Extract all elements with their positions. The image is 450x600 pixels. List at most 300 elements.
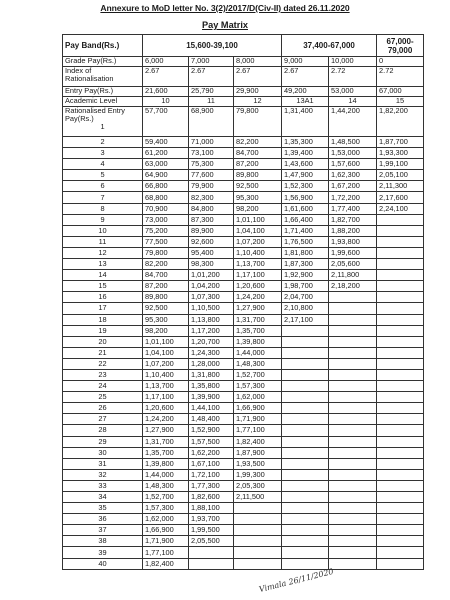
pay-cell: 1,17,100 [234, 270, 282, 281]
pay-cell: 98,200 [234, 203, 282, 214]
pay-cell: 1,27,900 [234, 303, 282, 314]
pay-cell: 1,99,500 [189, 525, 234, 536]
meta-cell: 29,900 [234, 87, 282, 97]
pay-cell: 2,11,500 [234, 492, 282, 503]
pay-cell [329, 458, 377, 469]
table-row [63, 347, 424, 358]
pay-cell: 95,400 [189, 247, 234, 258]
row-index: 18 [63, 314, 143, 325]
pay-cell: 1,01,200 [189, 270, 234, 281]
pay-cell: 2,17,600 [377, 192, 424, 203]
row-index: 26 [63, 403, 143, 414]
meta-row [63, 87, 424, 97]
pay-cell [377, 369, 424, 380]
meta-cell: 1,44,200 [329, 107, 377, 137]
pay-cell: 1,71,900 [234, 414, 282, 425]
table-row [63, 281, 424, 292]
meta-cell: 10,000 [329, 57, 377, 67]
pay-cell: 1,17,100 [143, 392, 189, 403]
row-index: 16 [63, 292, 143, 303]
pay-cell: 1,56,900 [282, 192, 329, 203]
pay-cell: 1,82,400 [143, 558, 189, 569]
pay-cell [377, 247, 424, 258]
meta-row-label: Academic Level [63, 97, 143, 107]
pay-cell: 1,93,300 [377, 148, 424, 159]
pay-cell [282, 447, 329, 458]
table-row [63, 514, 424, 525]
pay-cell [329, 325, 377, 336]
row-index: 14 [63, 270, 143, 281]
table-row [63, 192, 424, 203]
pay-cell: 1,88,200 [329, 225, 377, 236]
table-row [63, 203, 424, 214]
pay-cell: 2,05,300 [234, 480, 282, 491]
row-index: 34 [63, 492, 143, 503]
pay-cell: 1,13,700 [143, 381, 189, 392]
pay-cell [329, 403, 377, 414]
pay-cell: 1,48,400 [189, 414, 234, 425]
pay-cell: 2,17,100 [282, 314, 329, 325]
pay-cell: 1,20,700 [189, 336, 234, 347]
pay-cell: 92,500 [234, 181, 282, 192]
pay-cell [282, 480, 329, 491]
pay-cell [329, 369, 377, 380]
meta-cell: 13A1 [282, 97, 329, 107]
pay-cell: 1,61,600 [282, 203, 329, 214]
pay-cell: 1,04,200 [189, 281, 234, 292]
table-row [63, 270, 424, 281]
pay-cell [282, 492, 329, 503]
pay-cell [377, 547, 424, 558]
pay-cell: 1,52,900 [189, 425, 234, 436]
pay-cell: 1,77,400 [329, 203, 377, 214]
table-row [63, 469, 424, 480]
pay-cell [282, 414, 329, 425]
pay-cell: 2,04,700 [282, 292, 329, 303]
pay-cell: 1,52,700 [143, 492, 189, 503]
pay-cell: 1,87,900 [234, 447, 282, 458]
row-index: 20 [63, 336, 143, 347]
pay-cell: 1,01,100 [143, 336, 189, 347]
row-index: 33 [63, 480, 143, 491]
pay-cell: 1,20,600 [234, 281, 282, 292]
pay-cell: 1,99,300 [234, 469, 282, 480]
pay-cell: 1,98,700 [282, 281, 329, 292]
row-index: 17 [63, 303, 143, 314]
table-row [63, 214, 424, 225]
pay-cell [282, 503, 329, 514]
pay-cell [282, 325, 329, 336]
pay-cell [377, 480, 424, 491]
pay-cell: 1,20,600 [143, 403, 189, 414]
row-index: 40 [63, 558, 143, 569]
pay-cell: 1,07,200 [143, 358, 189, 369]
pay-cell [282, 469, 329, 480]
table-row [63, 369, 424, 380]
pay-cell [234, 503, 282, 514]
pay-cell: 73,100 [189, 148, 234, 159]
pay-cell: 1,77,300 [189, 480, 234, 491]
pay-cell: 1,47,900 [282, 170, 329, 181]
pay-cell [377, 325, 424, 336]
meta-cell: 14 [329, 97, 377, 107]
table-row [63, 536, 424, 547]
pay-cell: 1,82,700 [329, 214, 377, 225]
row-index: 22 [63, 358, 143, 369]
table-row [63, 236, 424, 247]
pay-cell: 1,10,500 [189, 303, 234, 314]
pay-cell [377, 458, 424, 469]
row-index: 19 [63, 325, 143, 336]
pay-cell: 1,31,700 [143, 436, 189, 447]
pay-cell: 89,800 [143, 292, 189, 303]
table-row [63, 170, 424, 181]
row-index: 6 [63, 181, 143, 192]
table-row [63, 392, 424, 403]
meta-cell: 68,900 [189, 107, 234, 137]
pay-cell: 1,43,600 [282, 159, 329, 170]
pay-cell: 64,900 [143, 170, 189, 181]
pay-cell [282, 347, 329, 358]
pay-cell [329, 469, 377, 480]
pay-band-3: 67,000-79,000 [377, 35, 424, 57]
table-row [63, 403, 424, 414]
pay-cell [329, 436, 377, 447]
pay-cell: 1,28,000 [189, 358, 234, 369]
meta-row [63, 107, 424, 137]
pay-cell [329, 336, 377, 347]
row-index: 31 [63, 458, 143, 469]
meta-row-label [63, 107, 143, 137]
meta-cell: 49,200 [282, 87, 329, 97]
table-row [63, 525, 424, 536]
pay-cell: 1,82,400 [234, 436, 282, 447]
meta-cell: 53,000 [329, 87, 377, 97]
pay-cell: 1,62,200 [189, 447, 234, 458]
meta-cell: 79,800 [234, 107, 282, 137]
pay-cell [329, 381, 377, 392]
pay-cell: 1,67,200 [329, 181, 377, 192]
row-index: 3 [63, 148, 143, 159]
row-index: 4 [63, 159, 143, 170]
row-index: 39 [63, 547, 143, 558]
pay-cell [329, 347, 377, 358]
pay-cell: 98,300 [189, 259, 234, 270]
pay-matrix-heading: Pay Matrix [202, 20, 248, 30]
pay-cell: 1,44,000 [234, 347, 282, 358]
pay-cell: 1,62,000 [143, 514, 189, 525]
pay-cell [377, 236, 424, 247]
pay-cell [282, 381, 329, 392]
pay-cell [282, 369, 329, 380]
pay-cell: 92,600 [189, 236, 234, 247]
pay-cell: 1,10,400 [234, 247, 282, 258]
pay-cell [377, 392, 424, 403]
pay-cell [377, 436, 424, 447]
pay-cell [377, 414, 424, 425]
pay-cell: 63,000 [143, 159, 189, 170]
row-index: 25 [63, 392, 143, 403]
pay-cell: 1,62,000 [234, 392, 282, 403]
pay-cell: 1,52,300 [282, 181, 329, 192]
pay-cell: 1,04,100 [234, 225, 282, 236]
row-index: 8 [63, 203, 143, 214]
row-index: 21 [63, 347, 143, 358]
row-index: 23 [63, 369, 143, 380]
pay-cell: 1,39,800 [234, 336, 282, 347]
meta-cell: 6,000 [143, 57, 189, 67]
table-row [63, 436, 424, 447]
pay-cell: 1,13,800 [189, 314, 234, 325]
table-row [63, 137, 424, 148]
pay-cell [377, 225, 424, 236]
table-row [63, 259, 424, 270]
pay-cell: 1,57,300 [234, 381, 282, 392]
pay-cell: 1,71,900 [143, 536, 189, 547]
pay-cell: 1,07,200 [234, 236, 282, 247]
pay-cell: 1,31,800 [189, 369, 234, 380]
table-row [63, 148, 424, 159]
pay-cell: 87,200 [143, 281, 189, 292]
pay-band-header-row [63, 35, 424, 57]
row-index: 11 [63, 236, 143, 247]
pay-cell: 84,700 [143, 270, 189, 281]
row-index: 10 [63, 225, 143, 236]
pay-cell: 2,18,200 [329, 281, 377, 292]
pay-cell: 70,900 [143, 203, 189, 214]
pay-cell [377, 403, 424, 414]
pay-cell: 1,24,200 [234, 292, 282, 303]
pay-cell: 66,800 [143, 181, 189, 192]
pay-cell: 1,35,800 [189, 381, 234, 392]
pay-cell [329, 492, 377, 503]
pay-cell: 1,66,900 [234, 403, 282, 414]
pay-cell: 1,92,900 [282, 270, 329, 281]
pay-band-2: 37,400-67,000 [282, 35, 377, 57]
pay-cell [377, 270, 424, 281]
pay-cell: 1,72,200 [329, 192, 377, 203]
pay-cell: 2,24,100 [377, 203, 424, 214]
pay-cell: 1,52,700 [234, 369, 282, 380]
row-index: 36 [63, 514, 143, 525]
pay-cell [329, 303, 377, 314]
pay-cell: 73,000 [143, 214, 189, 225]
row-index: 35 [63, 503, 143, 514]
pay-cell [377, 447, 424, 458]
row-index: 13 [63, 259, 143, 270]
first-index-number: 1 [100, 122, 105, 131]
table-row [63, 292, 424, 303]
pay-cell [377, 347, 424, 358]
table-row [63, 336, 424, 347]
pay-cell [377, 381, 424, 392]
pay-cell: 87,300 [189, 214, 234, 225]
pay-cell: 1,62,300 [329, 170, 377, 181]
table-row [63, 492, 424, 503]
pay-cell [282, 336, 329, 347]
pay-cell: 95,300 [234, 192, 282, 203]
pay-cell: 1,57,300 [143, 503, 189, 514]
meta-cell: 11 [189, 97, 234, 107]
meta-row [63, 57, 424, 67]
row-index: 30 [63, 447, 143, 458]
pay-cell: 1,07,300 [189, 292, 234, 303]
pay-cell: 1,13,700 [234, 259, 282, 270]
pay-cell: 1,24,200 [143, 414, 189, 425]
meta-row-label: Index of Rationalisation [63, 67, 143, 87]
pay-cell [234, 547, 282, 558]
pay-matrix-table [62, 34, 424, 570]
pay-cell: 77,600 [189, 170, 234, 181]
pay-cell [282, 536, 329, 547]
annexure-title: Annexure to MoD letter No. 3(2)/2017/D(Civ-II) dated 26.11.2020 [100, 3, 350, 13]
pay-cell: 1,66,400 [282, 214, 329, 225]
pay-cell [282, 358, 329, 369]
pay-cell [329, 503, 377, 514]
meta-row [63, 67, 424, 87]
pay-cell: 1,57,500 [189, 436, 234, 447]
table-row [63, 225, 424, 236]
pay-cell [282, 458, 329, 469]
pay-cell: 61,200 [143, 148, 189, 159]
pay-cell: 1,48,300 [143, 480, 189, 491]
pay-cell [377, 469, 424, 480]
pay-cell: 87,200 [234, 159, 282, 170]
table-row [63, 414, 424, 425]
row-index: 7 [63, 192, 143, 203]
pay-cell [377, 292, 424, 303]
pay-cell: 75,200 [143, 225, 189, 236]
pay-cell: 1,35,700 [143, 447, 189, 458]
pay-cell [282, 547, 329, 558]
row-index: 38 [63, 536, 143, 547]
meta-cell: 12 [234, 97, 282, 107]
pay-cell [377, 536, 424, 547]
pay-cell [377, 214, 424, 225]
pay-cell: 1,93,500 [234, 458, 282, 469]
pay-cell: 68,800 [143, 192, 189, 203]
pay-cell: 2,10,800 [282, 303, 329, 314]
table-row [63, 314, 424, 325]
meta-cell: 7,000 [189, 57, 234, 67]
row-index: 28 [63, 425, 143, 436]
pay-cell [234, 514, 282, 525]
row-index: 32 [63, 469, 143, 480]
pay-cell: 92,500 [143, 303, 189, 314]
pay-cell: 1,82,600 [189, 492, 234, 503]
meta-row-label: Grade Pay(Rs.) [63, 57, 143, 67]
pay-cell [282, 525, 329, 536]
table-row [63, 458, 424, 469]
pay-cell: 1,31,700 [234, 314, 282, 325]
signature: Vimala 26/11/2020 [258, 566, 335, 595]
meta-cell: 1,31,400 [282, 107, 329, 137]
pay-cell: 1,27,900 [143, 425, 189, 436]
table-row [63, 381, 424, 392]
pay-cell: 95,300 [143, 314, 189, 325]
pay-cell: 2,05,100 [377, 170, 424, 181]
pay-cell [234, 536, 282, 547]
pay-cell: 1,67,100 [189, 458, 234, 469]
pay-cell: 1,93,700 [189, 514, 234, 525]
pay-cell: 1,01,100 [234, 214, 282, 225]
pay-cell [282, 514, 329, 525]
pay-cell: 1,39,900 [189, 392, 234, 403]
pay-cell [329, 514, 377, 525]
table-row [63, 547, 424, 558]
pay-cell [329, 480, 377, 491]
pay-cell: 79,800 [143, 247, 189, 258]
meta-cell: 21,600 [143, 87, 189, 97]
pay-cell [329, 558, 377, 569]
pay-cell [377, 514, 424, 525]
pay-cell: 1,04,100 [143, 347, 189, 358]
pay-cell [234, 558, 282, 569]
meta-row-label-text: Rationalised Entry Pay(Rs.) [65, 106, 125, 123]
pay-cell: 75,300 [189, 159, 234, 170]
pay-cell [329, 392, 377, 403]
pay-cell: 1,44,100 [189, 403, 234, 414]
pay-cell [377, 503, 424, 514]
pay-cell [329, 314, 377, 325]
pay-cell: 1,81,800 [282, 247, 329, 258]
pay-cell [377, 259, 424, 270]
pay-cell: 1,93,800 [329, 236, 377, 247]
pay-cell: 1,48,500 [329, 137, 377, 148]
meta-cell: 2.67 [143, 67, 189, 87]
meta-cell: 2.67 [189, 67, 234, 87]
pay-cell: 1,53,000 [329, 148, 377, 159]
pay-cell: 84,700 [234, 148, 282, 159]
pay-cell: 1,39,400 [282, 148, 329, 159]
pay-cell: 2,11,800 [329, 270, 377, 281]
pay-cell: 1,72,100 [189, 469, 234, 480]
pay-cell: 2,05,500 [189, 536, 234, 547]
pay-cell: 1,87,700 [377, 137, 424, 148]
meta-cell: 8,000 [234, 57, 282, 67]
pay-cell: 1,77,100 [234, 425, 282, 436]
pay-cell [329, 536, 377, 547]
table-row [63, 358, 424, 369]
pay-cell: 1,39,800 [143, 458, 189, 469]
pay-band-1: 15,600-39,100 [143, 35, 282, 57]
table-row [63, 425, 424, 436]
pay-cell [377, 358, 424, 369]
pay-cell [282, 558, 329, 569]
pay-cell: 82,300 [189, 192, 234, 203]
pay-cell: 1,57,600 [329, 159, 377, 170]
pay-cell [282, 436, 329, 447]
table-row [63, 159, 424, 170]
meta-cell: 57,700 [143, 107, 189, 137]
meta-cell: 2.67 [282, 67, 329, 87]
pay-cell: 79,900 [189, 181, 234, 192]
meta-cell: 2.72 [377, 67, 424, 87]
pay-cell: 1,35,300 [282, 137, 329, 148]
meta-cell: 9,000 [282, 57, 329, 67]
pay-cell: 1,10,400 [143, 369, 189, 380]
row-index: 5 [63, 170, 143, 181]
pay-cell [282, 425, 329, 436]
pay-cell [377, 303, 424, 314]
meta-cell: 0 [377, 57, 424, 67]
pay-cell [234, 525, 282, 536]
meta-cell: 15 [377, 97, 424, 107]
table-row [63, 480, 424, 491]
pay-cell [329, 525, 377, 536]
meta-cell: 1,82,200 [377, 107, 424, 137]
table-row [63, 247, 424, 258]
